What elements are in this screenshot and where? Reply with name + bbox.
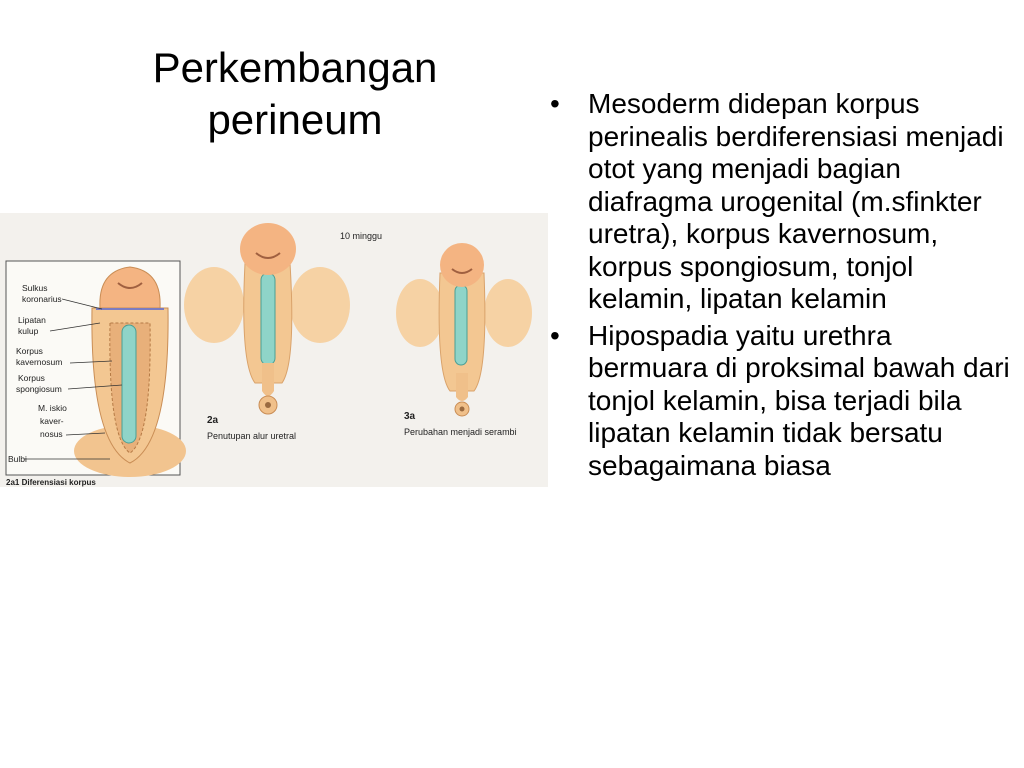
label-kaver: kaver- — [40, 416, 64, 426]
label-m-iskio: M. iskio — [38, 403, 67, 413]
bullet-list — [548, 88, 1018, 486]
label-nosus: nosus — [40, 429, 63, 439]
bullet-text-2: Hipospadia yaitu urethra bermuara di proksimal bawah dari tonjol kelamin, bisa terjadi bila lipatan kelamin tidak bersatu sebagaimana biasa — [588, 319, 1010, 481]
label-sulkus: Sulkus — [22, 283, 48, 293]
panel-3a-number: 3a — [404, 411, 416, 422]
embryology-figure — [0, 213, 548, 487]
bullet-dot: • — [550, 319, 560, 351]
panel-3a-caption: Perubahan menjadi serambi — [404, 427, 517, 437]
bullet-dot: • — [550, 88, 560, 119]
label-kavernosum: kavernosum — [16, 357, 63, 367]
bullet-text-1: Mesoderm didepan korpus perinealis berdiferensiasi menjadi otot yang menjadi bagian diafragma urogenital (m.sfinkter uretra), korpus kavernosum, korpus spongiosum, tonjol kelamin, lipatan kelamin — [588, 88, 1004, 314]
panel-2a-caption: Penutupan alur uretral — [207, 431, 297, 441]
caption-left: 2a1 Diferensiasi korpus — [6, 478, 96, 487]
bullet-item — [548, 320, 1018, 483]
figure-drawing — [0, 213, 548, 487]
time-label: 10 minggu — [340, 231, 383, 241]
label-kulup: kulup — [18, 326, 39, 336]
slide-title — [100, 42, 490, 146]
panel-3a-organ — [396, 243, 532, 416]
label-korpus-1: Korpus — [16, 346, 43, 356]
panel-2a-number: 2a — [207, 415, 219, 426]
bullet-item — [548, 88, 1018, 316]
label-bulbi: Bulbi — [8, 454, 27, 464]
label-korpus-2: Korpus — [18, 373, 45, 383]
title-line-2: perineum — [207, 96, 383, 143]
label-spongiosum: spongiosum — [16, 384, 62, 394]
title-line-1: Perkembangan — [152, 44, 438, 91]
label-koronarius: koronarius — [22, 294, 62, 304]
label-lipatan: Lipatan — [18, 315, 46, 325]
panel-2a-organ — [184, 223, 350, 414]
